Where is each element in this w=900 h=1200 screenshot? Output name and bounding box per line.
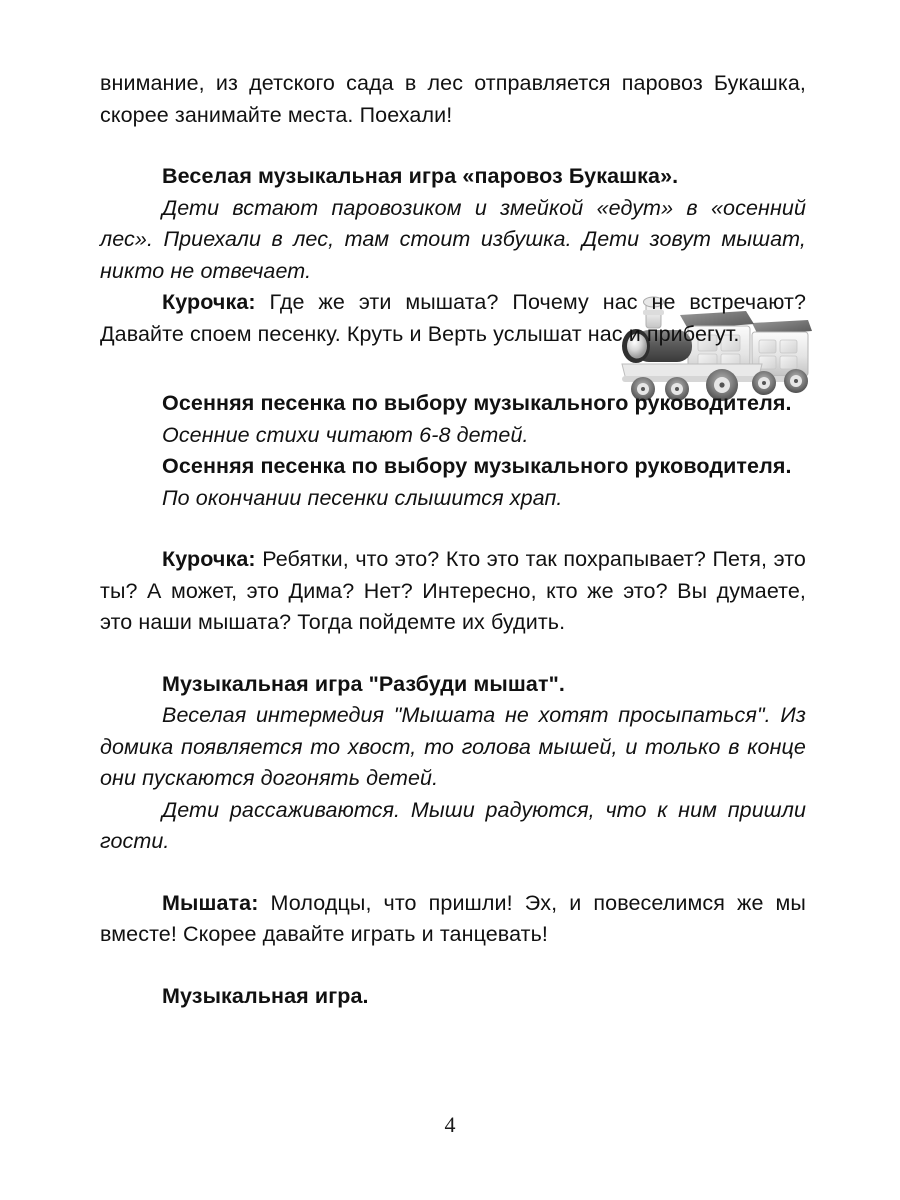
speech-kurochka-1 bbox=[100, 287, 806, 350]
speaker-label-kurochka-2: Курочка: bbox=[162, 547, 256, 571]
paragraph-continuation: внимание, из детского сада в лес отправляется паровоз Букашка, скорее занимайте места. Поехали! bbox=[100, 71, 806, 127]
page-body-text bbox=[100, 68, 806, 1012]
heading-game-wake-mice: Музыкальная игра "Разбуди мышат". bbox=[162, 671, 565, 696]
speech-text-kurochka-2: Ребятки, что это? Кто это так похрапывает? Петя, это ты? А может, это Дима? Нет? Интересно, кто же это? Вы думаете, это наши мышата? Тогда пойдемте их будить. bbox=[100, 547, 806, 634]
speech-text-kurochka-1: Где же эти мышата? Почему нас не встречают? Давайте споем песенку. Круть и Верть услышат нас и прибегут. bbox=[100, 290, 806, 346]
stage-direction-4: Веселая интермедия "Мышата не хотят просыпаться". Из домика появляется то хвост, то голова мышей, и только в конце они пускаются догонять детей. bbox=[100, 703, 806, 790]
speaker-label-kurochka-1: Курочка: bbox=[162, 290, 256, 314]
heading-autumn-song-2: Осенняя песенка по выбору музыкального руководителя. bbox=[162, 454, 792, 478]
heading-autumn-song-1: Осенняя песенка по выбору музыкального руководителя. bbox=[162, 391, 792, 415]
page-number: 4 bbox=[444, 1112, 456, 1137]
stage-direction-3: По окончании песенки слышится храп. bbox=[162, 485, 563, 510]
speaker-label-myshata: Мышата: bbox=[162, 890, 259, 915]
stage-direction-5: Дети рассаживаются. Мыши радуются, что к ним пришли гости. bbox=[100, 797, 806, 853]
heading-music-game: Музыкальная игра. bbox=[162, 983, 369, 1008]
heading-game-train: Веселая музыкальная игра «паровоз Букашка». bbox=[162, 164, 679, 188]
stage-direction-1: Дети встают паровозиком и змейкой «едут» в «осенний лес». Приехали в лес, там стоит избушка. Дети зовут мышат, никто не отвечает. bbox=[100, 195, 806, 283]
speech-text-myshata: Молодцы, что пришли! Эх, и повеселимся же мы вместе! Скорее давайте играть и танцевать! bbox=[100, 890, 806, 946]
speech-myshata bbox=[100, 888, 806, 951]
speech-kurochka-2 bbox=[100, 544, 806, 639]
stage-direction-2: Осенние стихи читают 6-8 детей. bbox=[162, 422, 529, 447]
